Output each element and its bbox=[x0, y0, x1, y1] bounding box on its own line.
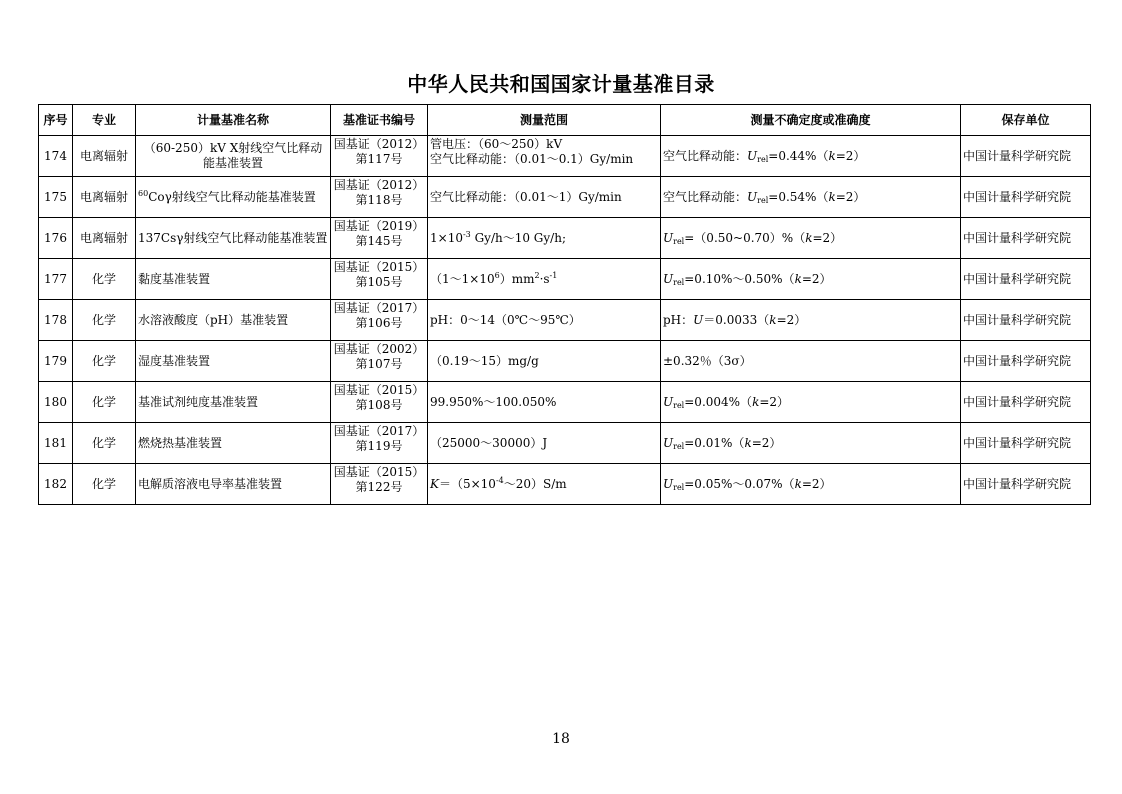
unc-sub: rel bbox=[673, 277, 685, 287]
cert-number: 第119号 bbox=[355, 439, 403, 453]
cert-number: 第106号 bbox=[355, 316, 403, 330]
row-uncertainty bbox=[661, 177, 961, 218]
row-uncertainty bbox=[661, 423, 961, 464]
unc-sub: rel bbox=[757, 154, 769, 164]
row-range bbox=[428, 218, 661, 259]
unc-symbol: U bbox=[663, 271, 674, 286]
row-unit: 中国计量科学研究院 bbox=[961, 136, 1091, 177]
document-title: 中华人民共和国国家计量基准目录 bbox=[407, 72, 715, 96]
row-cert bbox=[331, 136, 428, 177]
cert-year: 国基证（2017） bbox=[333, 424, 425, 438]
name-text: Coγ射线空气比释动能基准装置 bbox=[148, 189, 316, 204]
range-sup-2: 2 bbox=[534, 270, 540, 280]
cert-year: 国基证（2012） bbox=[333, 178, 425, 192]
row-field: 化学 bbox=[73, 259, 136, 300]
header-range: 测量范围 bbox=[428, 105, 661, 136]
row-cert bbox=[331, 300, 428, 341]
row-field: 化学 bbox=[73, 341, 136, 382]
row-unit: 中国计量科学研究院 bbox=[961, 218, 1091, 259]
row-range bbox=[428, 136, 661, 177]
unc-k-value: =2） bbox=[801, 271, 832, 286]
range-symbol: K bbox=[430, 476, 439, 491]
row-range: 空气比释动能：（0.01～1）Gy/min bbox=[428, 177, 661, 218]
cert-number: 第122号 bbox=[355, 480, 403, 494]
table-row bbox=[39, 382, 1091, 423]
cert-number: 第107号 bbox=[355, 357, 403, 371]
row-name: 基准试剂纯度基准装置 bbox=[136, 382, 331, 423]
range-mid-2: ·s bbox=[539, 271, 550, 286]
table-row bbox=[39, 218, 1091, 259]
row-cert bbox=[331, 259, 428, 300]
unc-value: =0.10%～0.50%（ bbox=[684, 271, 795, 286]
name-sup: 60 bbox=[138, 188, 149, 198]
cert-number: 第145号 bbox=[355, 234, 403, 248]
row-cert bbox=[331, 423, 428, 464]
row-cert bbox=[331, 382, 428, 423]
unc-label: 空气比释动能： bbox=[663, 189, 748, 204]
unc-symbol: U bbox=[663, 476, 674, 491]
row-field: 电离辐射 bbox=[73, 177, 136, 218]
unc-symbol: U bbox=[663, 394, 674, 409]
header-uncertainty: 测量不确定度或准确度 bbox=[661, 105, 961, 136]
unc-k: k bbox=[828, 148, 836, 163]
row-field: 化学 bbox=[73, 423, 136, 464]
range-mid: ）mm bbox=[499, 271, 535, 286]
table-header-row bbox=[39, 105, 1091, 136]
table-row bbox=[39, 341, 1091, 382]
unc-k-value: =2） bbox=[812, 230, 843, 245]
row-field: 化学 bbox=[73, 464, 136, 505]
unc-symbol: U bbox=[663, 435, 674, 450]
unc-k-value: =2） bbox=[801, 476, 832, 491]
measurement-standards-table bbox=[38, 104, 1091, 505]
row-uncertainty bbox=[661, 259, 961, 300]
range-line-2: 空气比释动能：（0.01～0.1）Gy/min bbox=[430, 152, 634, 166]
table-row bbox=[39, 464, 1091, 505]
row-uncertainty bbox=[661, 136, 961, 177]
row-cert bbox=[331, 341, 428, 382]
row-unit: 中国计量科学研究院 bbox=[961, 300, 1091, 341]
row-unit: 中国计量科学研究院 bbox=[961, 464, 1091, 505]
unc-value: ＝0.0033（ bbox=[703, 312, 770, 327]
row-field: 化学 bbox=[73, 382, 136, 423]
header-field: 专业 bbox=[73, 105, 136, 136]
row-no: 175 bbox=[39, 177, 73, 218]
cert-year: 国基证（2015） bbox=[333, 383, 425, 397]
row-uncertainty: ±0.32％（3σ） bbox=[661, 341, 961, 382]
header-cert: 基准证书编号 bbox=[331, 105, 428, 136]
row-name: 水溶液酸度（pH）基准装置 bbox=[136, 300, 331, 341]
row-uncertainty bbox=[661, 464, 961, 505]
row-no: 177 bbox=[39, 259, 73, 300]
row-uncertainty bbox=[661, 300, 961, 341]
table-row bbox=[39, 259, 1091, 300]
row-range: 99.950%～100.050% bbox=[428, 382, 661, 423]
unc-value: =0.004%（ bbox=[684, 394, 753, 409]
unc-k-value: =2） bbox=[776, 312, 807, 327]
range-sup: -3 bbox=[462, 229, 471, 239]
unc-value: =0.44%（ bbox=[768, 148, 829, 163]
range-suffix: Gy/h～10 Gy/h; bbox=[470, 230, 566, 245]
row-name: （60-250）kV X射线空气比释动能基准装置 bbox=[136, 136, 331, 177]
row-range bbox=[428, 464, 661, 505]
row-name: 黏度基准装置 bbox=[136, 259, 331, 300]
row-field: 化学 bbox=[73, 300, 136, 341]
table-row bbox=[39, 136, 1091, 177]
row-name: 燃烧热基准装置 bbox=[136, 423, 331, 464]
unc-sub: rel bbox=[757, 195, 769, 205]
header-unit: 保存单位 bbox=[961, 105, 1091, 136]
unc-value: =0.05%～0.07%（ bbox=[684, 476, 795, 491]
row-uncertainty bbox=[661, 382, 961, 423]
unc-k: k bbox=[752, 394, 760, 409]
row-no: 182 bbox=[39, 464, 73, 505]
unc-sub: rel bbox=[673, 441, 685, 451]
row-uncertainty bbox=[661, 218, 961, 259]
row-name: 137Csγ射线空气比释动能基准装置 bbox=[136, 218, 331, 259]
row-no: 180 bbox=[39, 382, 73, 423]
unc-symbol: U bbox=[747, 189, 758, 204]
unc-value: =0.54%（ bbox=[768, 189, 829, 204]
cert-number: 第118号 bbox=[355, 193, 403, 207]
row-range bbox=[428, 259, 661, 300]
unc-k: k bbox=[828, 189, 836, 204]
range-suffix: ～20）S/m bbox=[503, 476, 567, 491]
row-cert bbox=[331, 464, 428, 505]
unc-sub: rel bbox=[673, 400, 685, 410]
unc-k-value: =2） bbox=[835, 189, 866, 204]
row-name: 电解质溶液电导率基准装置 bbox=[136, 464, 331, 505]
table-row bbox=[39, 423, 1091, 464]
cert-year: 国基证（2012） bbox=[333, 137, 425, 151]
unc-k: k bbox=[769, 312, 777, 327]
row-unit: 中国计量科学研究院 bbox=[961, 259, 1091, 300]
cert-number: 第108号 bbox=[355, 398, 403, 412]
row-range: pH：0～14（0℃～95℃） bbox=[428, 300, 661, 341]
cert-year: 国基证（2002） bbox=[333, 342, 425, 356]
row-unit: 中国计量科学研究院 bbox=[961, 423, 1091, 464]
range-line-1: 管电压：（60～250）kV bbox=[430, 137, 563, 151]
range-sup-3: -1 bbox=[549, 270, 558, 280]
range-prefix: ＝（5×10 bbox=[438, 476, 496, 491]
row-unit: 中国计量科学研究院 bbox=[961, 341, 1091, 382]
range-prefix: 1×10 bbox=[430, 230, 463, 245]
unc-k: k bbox=[805, 230, 813, 245]
row-field: 电离辐射 bbox=[73, 218, 136, 259]
row-unit: 中国计量科学研究院 bbox=[961, 382, 1091, 423]
row-name: 湿度基准装置 bbox=[136, 341, 331, 382]
row-no: 174 bbox=[39, 136, 73, 177]
unc-label: 空气比释动能： bbox=[663, 148, 748, 163]
row-unit: 中国计量科学研究院 bbox=[961, 177, 1091, 218]
unc-sub: rel bbox=[673, 482, 685, 492]
unc-sub: rel bbox=[673, 236, 685, 246]
cert-year: 国基证（2015） bbox=[333, 465, 425, 479]
unc-value: =0.01%（ bbox=[684, 435, 745, 450]
row-no: 181 bbox=[39, 423, 73, 464]
range-prefix: （1～1×10 bbox=[430, 271, 495, 286]
row-no: 179 bbox=[39, 341, 73, 382]
unc-k-value: =2） bbox=[835, 148, 866, 163]
cert-number: 第117号 bbox=[355, 152, 403, 166]
unc-k: k bbox=[794, 476, 802, 491]
cert-number: 第105号 bbox=[355, 275, 403, 289]
row-cert bbox=[331, 218, 428, 259]
row-no: 176 bbox=[39, 218, 73, 259]
cert-year: 国基证（2015） bbox=[333, 260, 425, 274]
unc-value: =（0.50~0.70）%（ bbox=[684, 230, 806, 245]
header-no: 序号 bbox=[39, 105, 73, 136]
row-no: 178 bbox=[39, 300, 73, 341]
range-sup: -4 bbox=[495, 475, 504, 485]
cert-year: 国基证（2019） bbox=[333, 219, 425, 233]
row-field: 电离辐射 bbox=[73, 136, 136, 177]
row-range: （0.19～15）mg/g bbox=[428, 341, 661, 382]
header-name: 计量基准名称 bbox=[136, 105, 331, 136]
unc-symbol: U bbox=[693, 312, 704, 327]
page-number: 18 bbox=[552, 731, 570, 747]
row-range: （25000～30000）J bbox=[428, 423, 661, 464]
table-row bbox=[39, 177, 1091, 218]
unc-k-value: =2） bbox=[759, 394, 790, 409]
unc-label: pH： bbox=[663, 312, 694, 327]
range-sup-1: 6 bbox=[494, 270, 500, 280]
unc-symbol: U bbox=[747, 148, 758, 163]
row-cert bbox=[331, 177, 428, 218]
unc-k-value: =2） bbox=[751, 435, 782, 450]
table-row bbox=[39, 300, 1091, 341]
row-name bbox=[136, 177, 331, 218]
cert-year: 国基证（2017） bbox=[333, 301, 425, 315]
unc-k: k bbox=[744, 435, 752, 450]
unc-k: k bbox=[794, 271, 802, 286]
unc-symbol: U bbox=[663, 230, 674, 245]
